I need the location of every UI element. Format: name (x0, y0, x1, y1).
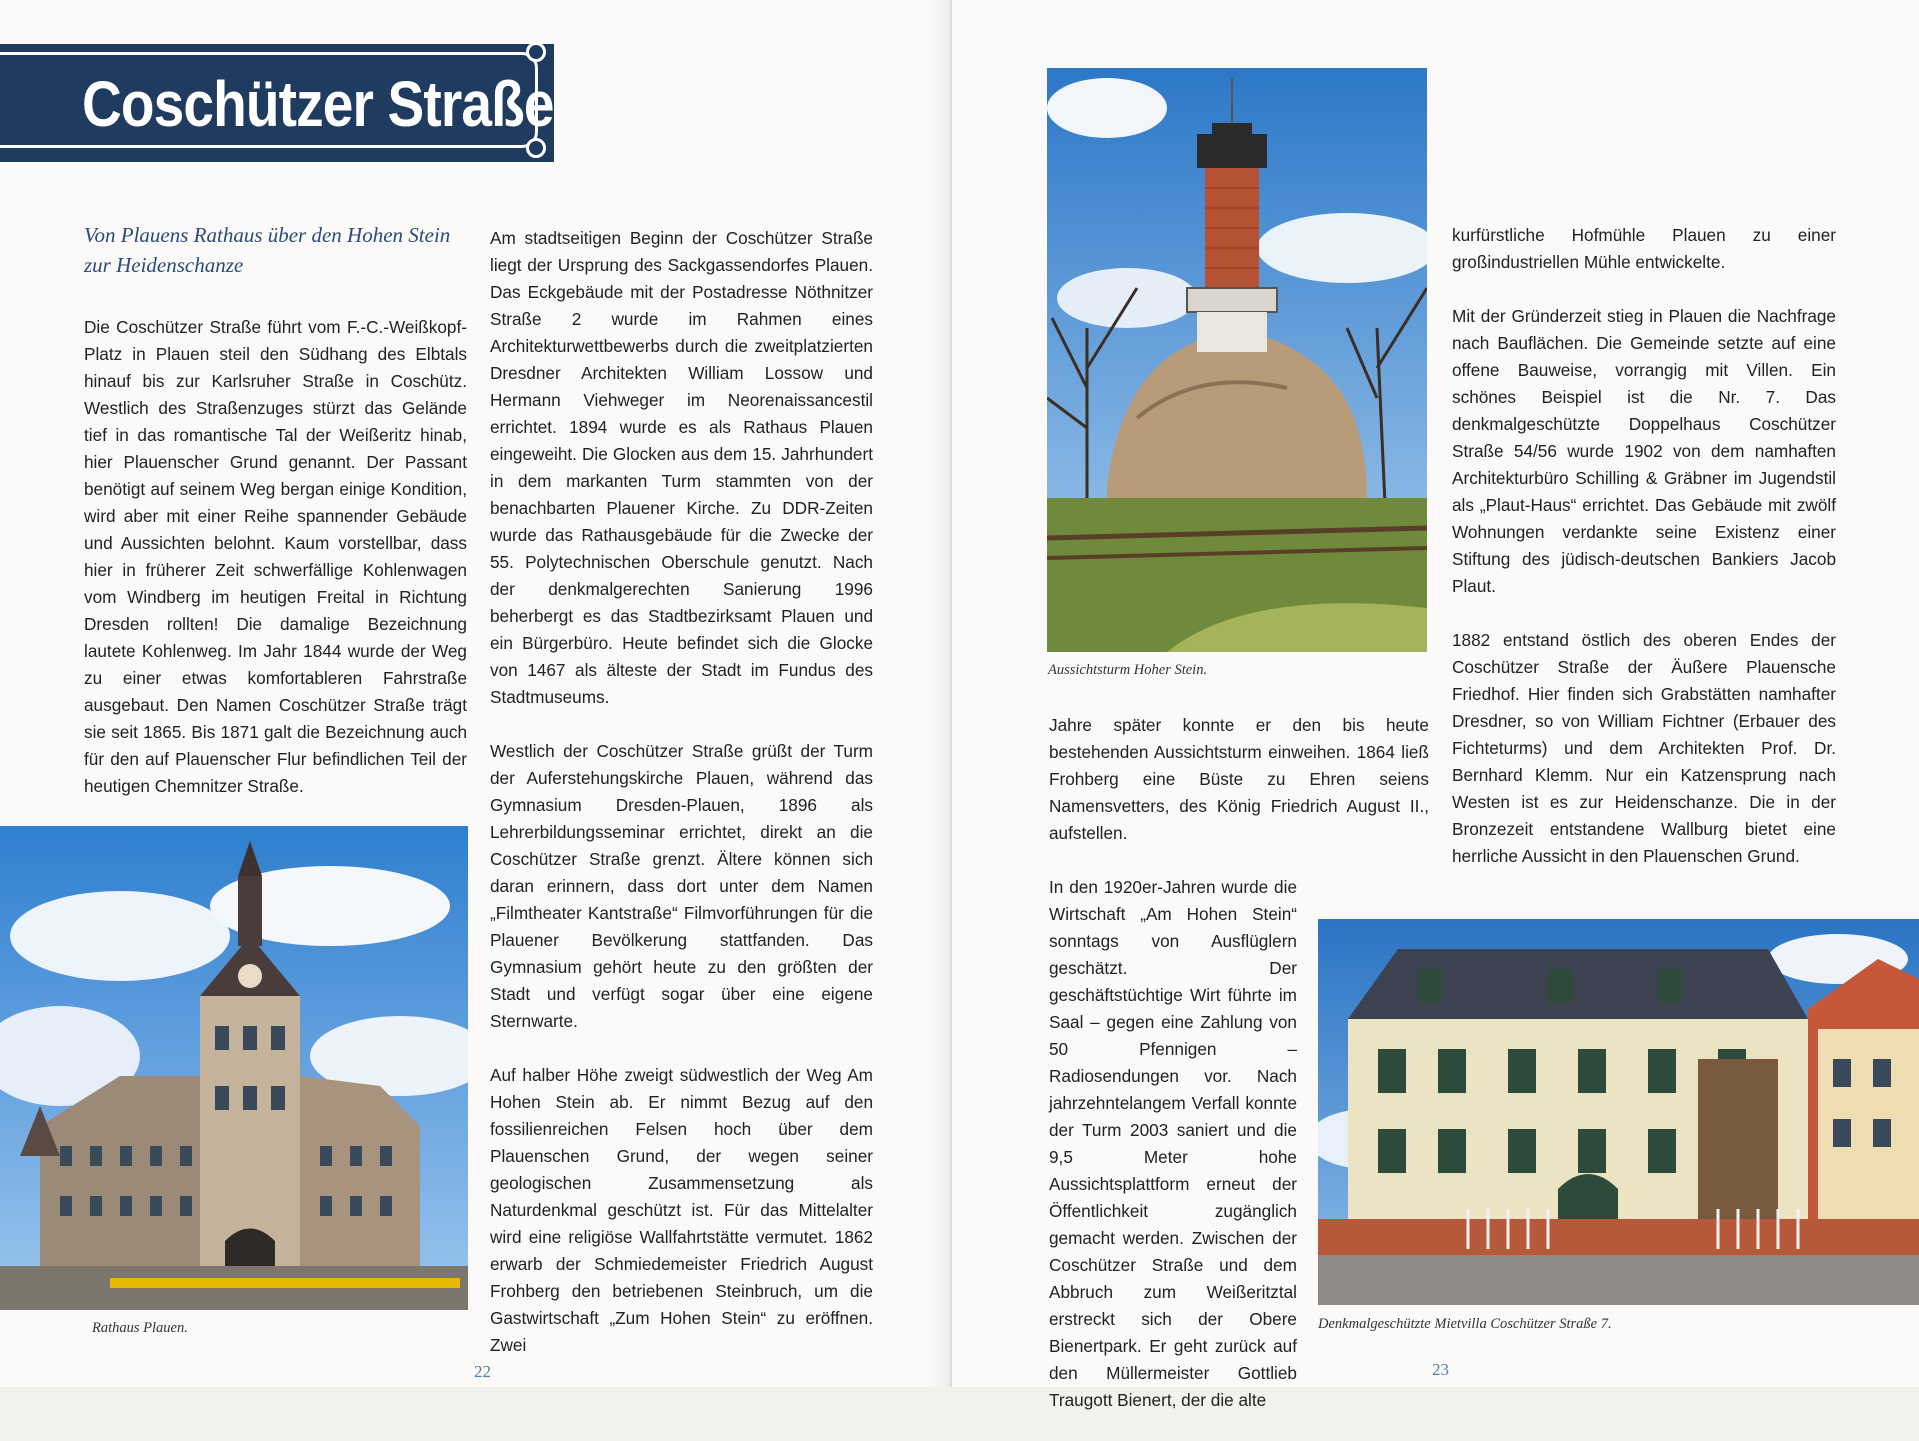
paragraph: Mit der Gründerzeit stieg in Plauen die Nachfrage nach Bauflächen. Die Gemeinde setzte auf eine offene Bauweise, vorrangig mit Villen. Ein schönes Beispiel ist die Nr. 7. Das denkmalgeschützte Doppelhaus Coschützer Straße 54/56 wurde 1902 von dem namhaften Architekturbüro Schilling & Gräbner im Jugendstil als „Plaut-Haus“ errichtet. Das Gebäude mit zwölf Wohnungen verdankte seine Existenz einer Stiftung des jüdisch-deutschen Bankiers Jacob Plaut. (1452, 306, 1836, 596)
villa-caption: Denkmalgeschützte Mietvilla Coschützer Straße 7. (1318, 1316, 1612, 1332)
street-sign-banner (0, 44, 554, 162)
paragraph: Am stadtseitigen Beginn der Coschützer Straße liegt der Ursprung des Sackgassendorfes Plauen. Das Eckgebäude mit der Postadresse Nöthnitzer Straße 2 wurde im Rahmen eines Architekturwettbewerbs durch die zweitplatzierten Dresdner Architekten William Lossow und Hermann Viehweger im Neorenaissancestil errichtet. 1894 wurde es als Rathaus Plauen eingeweiht. Die Glocken aus dem 15. Jahrhundert in dem markanten Turm stammten von der benachbarten Plauener Kirche. Zu DDR-Zeiten wurde das Rathausgebäude für die Zwecke der 55. Polytechnischen Oberschule genutzt. Nach der denkmalgerechten Sanierung 1996 beherbergt es das Stadtbezirksamt Plauen und ein Bürgerbüro. Heute befindet sich die Glocke von 1467 als älteste der Stadt im Fundus des Stadtmuseums. (490, 228, 873, 707)
paragraph: Auf halber Höhe zweigt südwestlich der Weg Am Hohen Stein ab. Er nimmt Bezug auf den fossilienreichen Felsen hoch über dem Plauenschen Grund, der wegen seiner geologischen Zusammensetzung als Naturdenkmal geschützt ist. Für das Mittelalter wird eine religiöse Wallfahrtstätte vermutet. 1862 erwarb der Schmiedemeister Friedrich August Frohberg den betriebenen Steinbruch, um die Gastwirtschaft „Zum Hohen Stein“ zu eröffnen. Zwei (490, 1065, 873, 1355)
right-page (952, 0, 1919, 1410)
paragraph: Die Coschützer Straße führt vom F.-C.-Weißkopf-Platz in Plauen steil den Südhang des Elbtals hinauf bis zur Karlsruher Straße in Coschütz. Westlich des Straßenzuges stürzt das Gelände tief in das romantische Tal der Weißeritz hinab, hier Plauenscher Grund genannt. Der Passant benötigt auf seinem Weg bergan einige Kondition, wird aber mit einer Reihe spannender Gebäude und Aussichten belohnt. Kaum vorstellbar, dass hier in früherer Zeit schwerfällige Kohlenwagen vom Windberg im heutigen Freital in Richtung Dresden rollten! Die damalige Bezeichnung lautete Kohlenweg. Im Jahr 1844 wurde der Weg zu einer etwas komfortableren Fahrstraße ausgebaut. Den Namen Coschützer Straße trägt sie seit 1865. Bis 1871 galt die Bezeichnung auch für den auf Plauenscher Flur befindlichen Teil der heutigen Chemnitzer Straße. (84, 317, 467, 796)
chapter-subtitle: Von Plauens Rathaus über den Hohen Stein zur Heidenschanze (84, 223, 451, 277)
tower-photo (1047, 68, 1427, 652)
rathaus-caption: Rathaus Plauen. (92, 1320, 188, 1336)
paragraph: kurfürstliche Hofmühle Plauen zu einer großindustriellen Mühle entwickelte. (1452, 225, 1836, 272)
paragraph: Jahre später konnte er den bis heute bestehenden Aussichtsturm einweihen. 1864 ließ Frohberg eine Büste zu Ehren seiens Namensvetters, des König Friedrich August II., aufstellen. (1049, 715, 1429, 843)
text-column-4 (1452, 222, 1836, 897)
rathaus-photo (0, 826, 468, 1310)
text-column-2 (490, 225, 873, 1386)
chapter-heading: Coschützer Straße (82, 68, 554, 140)
tower-caption: Aussichtsturm Hoher Stein. (1048, 662, 1208, 678)
paragraph: Westlich der Coschützer Straße grüßt der Turm der Auferstehungskirche Plauen, während das Gymnasium Dresden-Plauen, 1896 als Lehrerbildungsseminar errichtet, direkt an die Coschützer Straße grenzt. Ältere können sich daran erinnern, dass dort unter dem Namen „Filmtheater Kantstraße“ Filmvorführungen für die Plauener Bevölkerung stattfanden. Das Gymnasium gehört heute zu den größten der Stadt und verfügt sogar über eine eigene Sternwarte. (490, 741, 873, 1031)
text-column-1 (84, 314, 467, 827)
villa-photo (1318, 919, 1919, 1305)
page-number-right: 23 (1432, 1360, 1449, 1379)
paragraph: 1882 entstand östlich des oberen Endes der Coschützer Straße der Äußere Plauensche Friedhof. Hier finden sich Grabstätten namhafter Dresdner, so von William Fichtner (Erbauer des Fichteturms) und dem Architekten Prof. Dr. Bernhard Klemm. Nur ein Katzensprung nach Westen ist es zur Heidenschanze. Die in der Bronzezeit entstandene Wallburg bietet eine herrliche Aussicht in den Plauenschen Grund. (1452, 630, 1836, 866)
page-number-left: 22 (474, 1362, 491, 1381)
left-page (0, 0, 950, 1387)
paragraph: In den 1920er-Jahren wurde die Wirtschaft „Am Hohen Stein“ sonntags von Ausflüglern geschätzt. Der geschäftstüchtige Wirt führte im Saal – gegen eine Zahlung von 50 Pfennigen – Radiosendungen vor. Nach jahrzehntelangem Verfall konnte der Turm 2003 saniert und die 9,5 Meter hohe Aussichtsplattform erneut der Öffentlichkeit zugänglich gemacht werden. Zwischen der Coschützer Straße und dem Abbruch zum Weißeritztal erstreckt sich der Obere Bienertpark. Er geht zurück auf den Müllermeister Gottlieb Traugott Bienert, der die alte (1049, 877, 1297, 1410)
